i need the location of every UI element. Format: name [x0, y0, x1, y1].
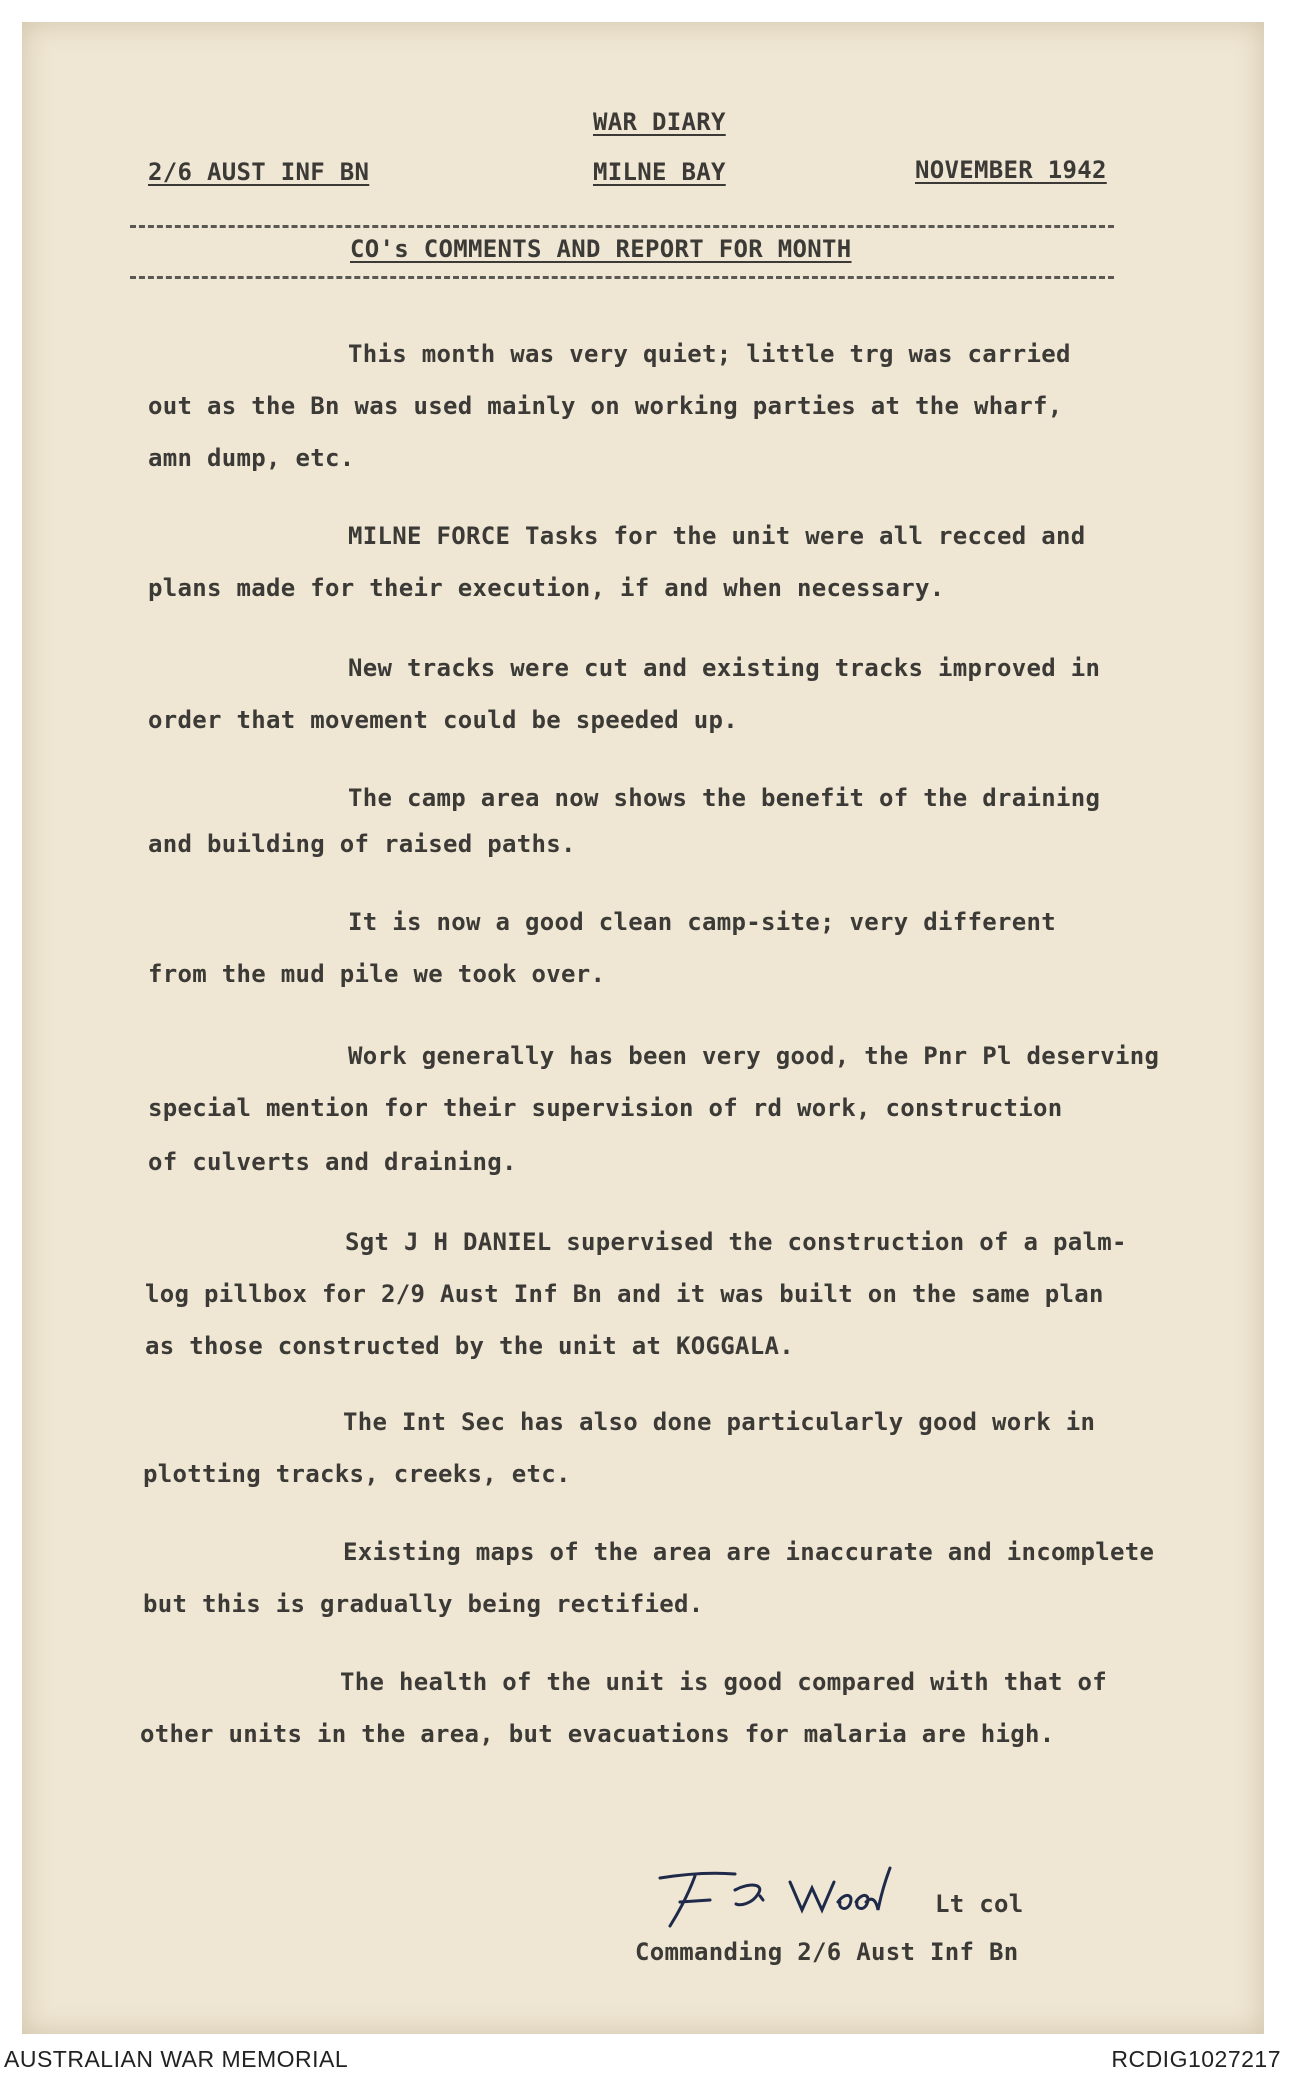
archive-credit: AUSTRALIAN WAR MEMORIAL [4, 2046, 349, 2072]
report-subtitle: CO's COMMENTS AND REPORT FOR MONTH [350, 235, 852, 263]
bottom-rule [130, 276, 1114, 279]
paragraph-9-line-2: but this is gradually being rectified. [143, 1590, 704, 1618]
paragraph-3-line-2: order that movement could be speeded up. [148, 706, 738, 734]
paragraph-2-line-2: plans made for their execution, if and when necessary. [148, 574, 945, 602]
paragraph-7-line-2: log pillbox for 2/9 Aust Inf Bn and it was built on the same plan [145, 1280, 1104, 1308]
paragraph-9-line-1: Existing maps of the area are inaccurate and incomplete [343, 1538, 1155, 1566]
paragraph-8-line-2: plotting tracks, creeks, etc. [143, 1460, 571, 1488]
diary-title: WAR DIARY [593, 108, 726, 136]
paragraph-5-line-2: from the mud pile we took over. [148, 960, 606, 988]
signatory-rank: Lt col [935, 1890, 1024, 1918]
paragraph-2-line-1: MILNE FORCE Tasks for the unit were all recced and [348, 522, 1086, 550]
signatory-position: Commanding 2/6 Aust Inf Bn [635, 1938, 1019, 1966]
handwritten-signature [640, 1860, 900, 1930]
paragraph-10-line-2: other units in the area, but evacuations for malaria are high. [140, 1720, 1055, 1748]
archive-id: RCDIG1027217 [1111, 2046, 1281, 2072]
location: MILNE BAY [593, 158, 726, 186]
paragraph-8-line-1: The Int Sec has also done particularly good work in [343, 1408, 1096, 1436]
paragraph-7-line-3: as those constructed by the unit at KOGGALA. [145, 1332, 794, 1360]
paragraph-1-line-1: This month was very quiet; little trg was carried [348, 340, 1071, 368]
unit-name: 2/6 AUST INF BN [148, 158, 370, 186]
paragraph-4-line-1: The camp area now shows the benefit of the draining [348, 784, 1101, 812]
paragraph-4-line-2: and building of raised paths. [148, 830, 576, 858]
report-date: NOVEMBER 1942 [915, 156, 1107, 184]
paragraph-3-line-1: New tracks were cut and existing tracks improved in [348, 654, 1101, 682]
paragraph-1-line-3: amn dump, etc. [148, 444, 355, 472]
paragraph-1-line-2: out as the Bn was used mainly on working parties at the wharf, [148, 392, 1063, 420]
paragraph-6-line-2: special mention for their supervision of rd work, construction [148, 1094, 1063, 1122]
paragraph-6-line-1: Work generally has been very good, the Pnr Pl deserving [348, 1042, 1160, 1070]
paragraph-5-line-1: It is now a good clean camp-site; very different [348, 908, 1056, 936]
paragraph-10-line-1: The health of the unit is good compared with that of [340, 1668, 1107, 1696]
paragraph-7-line-1: Sgt J H DANIEL supervised the construction of a palm- [345, 1228, 1127, 1256]
top-rule [130, 225, 1114, 228]
paragraph-6-line-3: of culverts and draining. [148, 1148, 517, 1176]
